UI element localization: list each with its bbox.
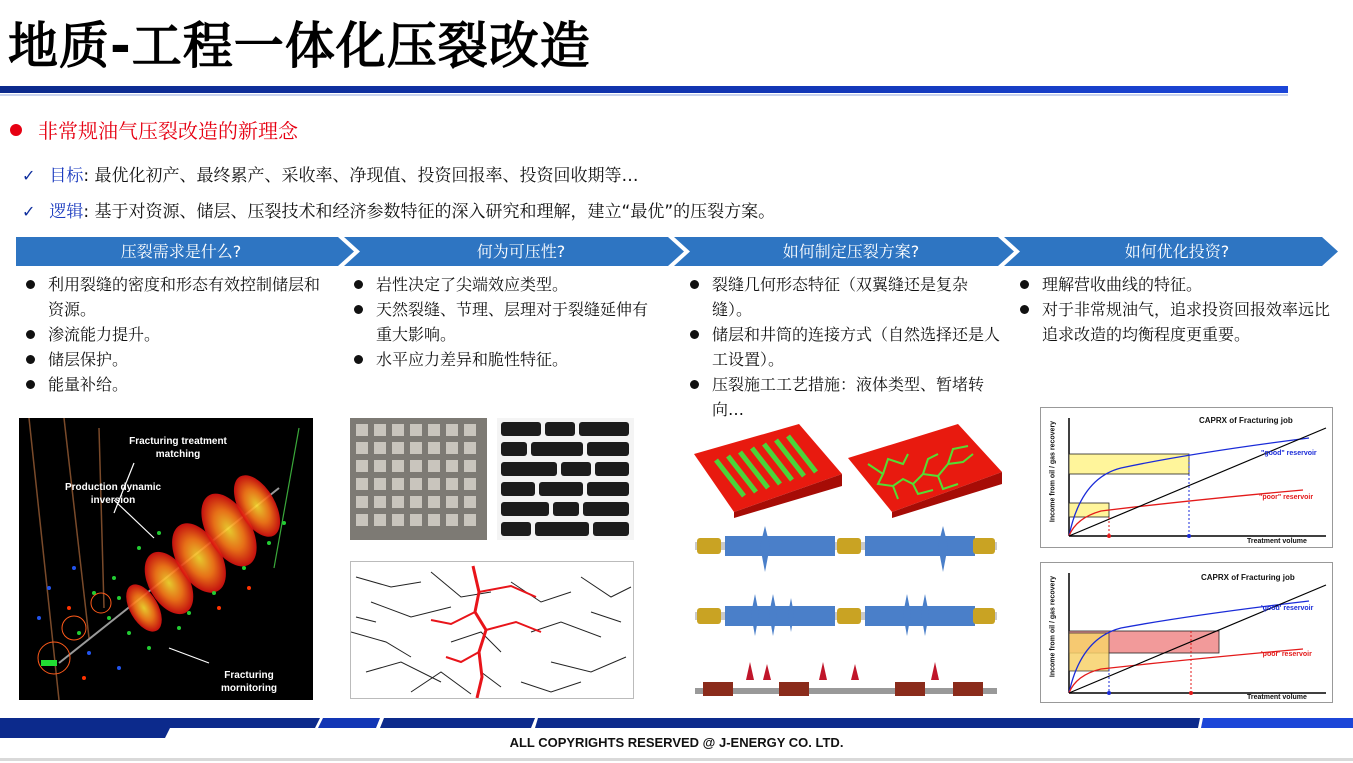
completion-schematics-graphic <box>695 524 997 704</box>
list-item: 储层和井筒的连接方式（自然选择还是人工设置）。 <box>680 322 1000 372</box>
caprx-ylabel: Income from oil / gas recovery <box>1049 420 1057 523</box>
label-line: mornitoring <box>220 683 278 694</box>
list-item: 岩性决定了尖端效应类型。 <box>344 272 654 297</box>
caprx-chart-2 <box>1040 562 1333 703</box>
completion-schematics <box>695 524 997 704</box>
bullet-dot-icon <box>10 124 22 136</box>
fracture-network-graphic <box>351 562 634 699</box>
step-label-demand: 压裂需求是什么? <box>120 242 242 261</box>
label-fracturing-monitoring <box>209 669 289 695</box>
list-item: 裂缝几何形态特征（双翼缝还是复杂缝）。 <box>680 272 1000 322</box>
rock-grid-photo <box>350 418 487 540</box>
caprx2-good-label: 'good' reservoir <box>1261 605 1314 612</box>
column-plan <box>680 272 1000 422</box>
fracture-network-sketch <box>350 561 634 699</box>
label-line: Fracturing <box>224 670 274 681</box>
caprx-chart-1-graphic <box>1041 408 1332 547</box>
check-key: 逻辑 <box>49 202 84 222</box>
process-chevrons <box>16 237 1338 266</box>
list-item: 对于非常规油气，追求投资回报效率远比追求改造的均衡程度更重要。 <box>1010 297 1330 347</box>
caprx-chart-1 <box>1040 407 1333 548</box>
biwing-slab-graphic <box>694 424 842 518</box>
list-item: 储层保护。 <box>16 347 326 372</box>
column-demand <box>16 272 326 397</box>
list-item: 渗流能力提升。 <box>16 322 326 347</box>
label-line: inversion <box>90 495 136 506</box>
microseismic-figure <box>19 418 313 700</box>
label-production-inversion <box>63 481 163 507</box>
page-title: 地质-工程一体化压裂改造 <box>8 17 591 75</box>
list-item: 水平应力差异和脆性特征。 <box>344 347 654 372</box>
column-fracability <box>344 272 654 372</box>
section-heading-text: 非常规油气压裂改造的新理念 <box>38 119 298 143</box>
list-item: 能量补给。 <box>16 372 326 397</box>
step-label-fracability: 何为可压性? <box>476 242 566 261</box>
caprx-good-label: "good" reservoir <box>1261 450 1317 457</box>
bottom-rule <box>0 758 1353 761</box>
caprx-chart-2-graphic <box>1041 563 1332 702</box>
check-key: 目标 <box>49 166 84 186</box>
caprx-poor-label: "poor" reservoir <box>1259 494 1314 501</box>
core-samples-graphic <box>497 418 634 540</box>
label-treatment-matching <box>123 435 233 461</box>
caprx-xlabel: Treatment volume <box>1247 538 1307 545</box>
step-label-plan: 如何制定压裂方案? <box>782 242 920 261</box>
check-icon: ✓ <box>22 202 36 221</box>
label-line: Production dynamic <box>64 482 162 493</box>
check-icon: ✓ <box>22 166 36 185</box>
section-heading <box>10 117 298 145</box>
label-line: matching <box>155 449 201 460</box>
label-line: Fracturing treatment <box>129 436 227 447</box>
list-item: 压裂施工工艺措施：液体类型、暂堵转向… <box>680 372 1000 422</box>
check-line-goal <box>22 163 639 189</box>
column-investment <box>1010 272 1330 347</box>
rock-grid-graphic <box>350 418 487 540</box>
caprx2-xlabel: Treatment volume <box>1247 694 1307 701</box>
caprx2-poor-label: 'poor' reservoir <box>1261 651 1312 658</box>
check-line-logic <box>22 199 775 225</box>
caprx-title: CAPRX of Fracturing job <box>1199 416 1293 425</box>
check-text: : 最优化初产、最终累产、采收率、净现值、投资回报率、投资回收期等… <box>83 166 639 186</box>
complex-fracture-slab <box>848 424 1002 518</box>
caprx2-title: CAPRX of Fracturing job <box>1201 573 1295 582</box>
list-item: 理解营收曲线的特征。 <box>1010 272 1330 297</box>
title-underline <box>0 86 1288 93</box>
biwing-fracture-slab <box>694 424 842 518</box>
copyright-text: ALL COPYRIGHTS RESERVED @ J-ENERGY CO. LTD. <box>509 735 844 750</box>
step-label-investment: 如何优化投资? <box>1124 242 1230 261</box>
list-item: 利用裂缝的密度和形态有效控制储层和资源。 <box>16 272 326 322</box>
title-underline-shadow <box>0 94 1288 96</box>
core-samples-photo <box>497 418 634 540</box>
check-text: : 基于对资源、储层、压裂技术和经济参数特征的深入研究和理解，建立“最优”的压裂方案。 <box>83 202 776 222</box>
complex-slab-graphic <box>848 424 1002 518</box>
caprx2-ylabel: Income from oil / gas recovery <box>1049 575 1057 678</box>
list-item: 天然裂缝、节理、层理对于裂缝延伸有重大影响。 <box>344 297 654 347</box>
